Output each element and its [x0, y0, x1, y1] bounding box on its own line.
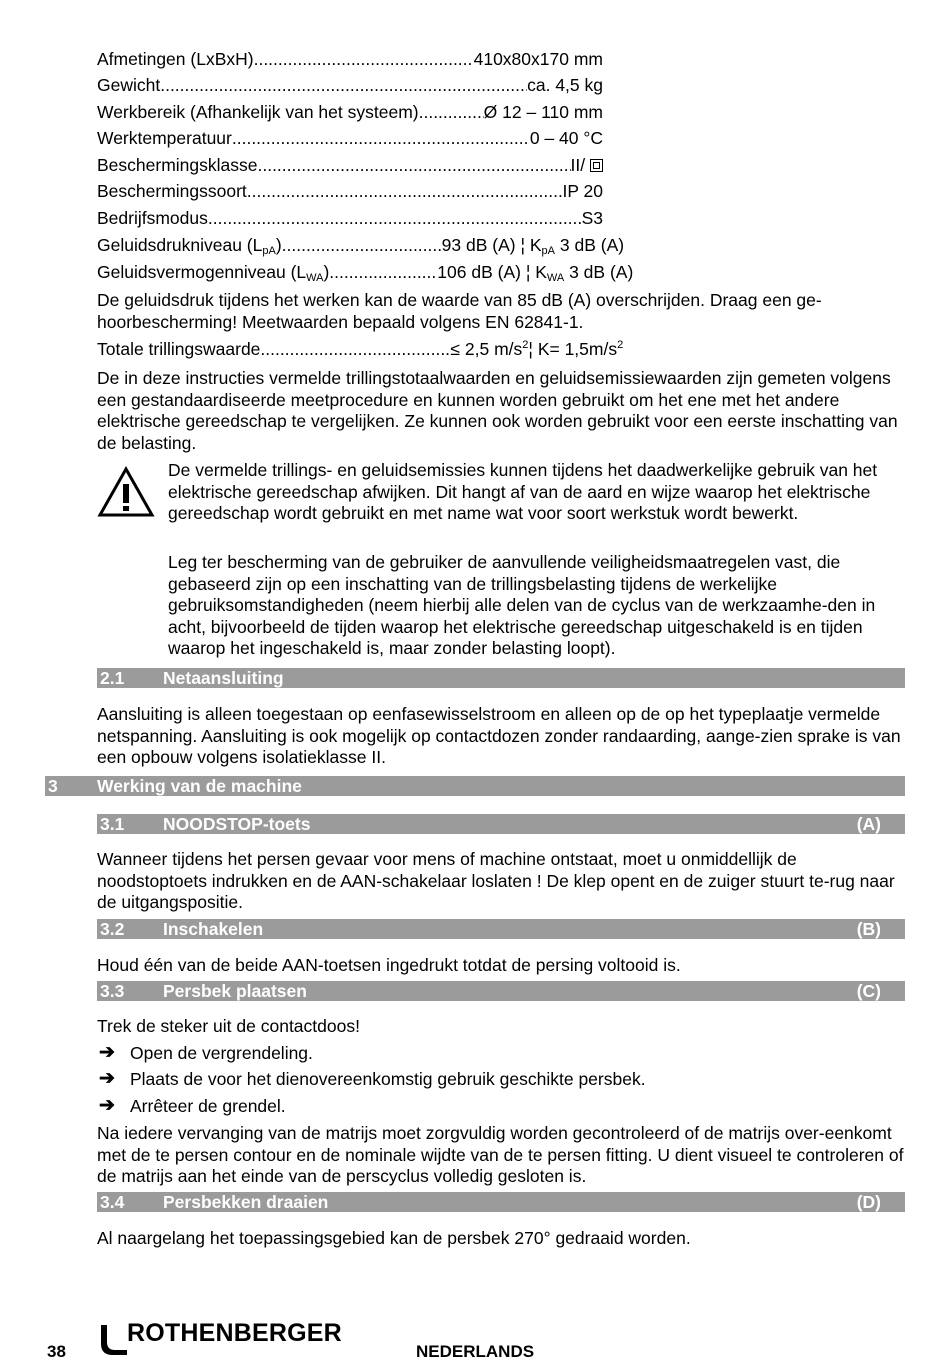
- brand-logo: ROTHENBERGER: [97, 1322, 347, 1356]
- spec-row: Bedrijfsmodus ..... S3: [97, 205, 603, 231]
- spec-row: Werkbereik (Afhankelijk van het systeem) ..... Ø 12 – 110 mm: [97, 99, 603, 125]
- warning-paragraph-1: De vermelde trillings- en geluidsemissies kunnen tijdens het daadwerkelijke gebruik van het elektrische gereedschap afwijken. Dit hangt af van de aard en wijze waarop het elektrische gereedschap wordt gebruikt en met name wat voor soort werkstuk wordt bewerkt.: [168, 460, 878, 523]
- spec-row: Beschermingsklasse ..... II/: [97, 152, 603, 178]
- section-heading-3: 3 Werking van de machine: [45, 776, 905, 796]
- language-label: NEDERLANDS: [416, 1342, 535, 1361]
- section-3-2-text: Houd één van de beide AAN-toetsen ingedrukt totdat de persing voltooid is.: [97, 955, 681, 975]
- section-heading-3-2: 3.2 Inschakelen (B): [97, 919, 905, 939]
- arrow-right-icon: ➔: [99, 1095, 115, 1116]
- list-item: ➔ Plaats de voor het dienovereenkomstig gebruik geschikte persbek.: [97, 1066, 905, 1092]
- spec-row: Afmetingen (LxBxH) ..... 410x80x170 mm: [97, 46, 603, 72]
- section-3-4-text: Al naargelang het toepassingsgebied kan de persbek 270° gedraaid worden.: [97, 1228, 691, 1248]
- arrow-right-icon: ➔: [99, 1042, 115, 1063]
- warning-paragraph-2: Leg ter bescherming van de gebruiker de aanvullende veiligheidsmaatregelen vast, die gebaseerd zijn op een inschatting van de trillingsbelasting tijdens de werkelijke gebruiksomstandigheden (neem hierbij alle delen van de cyclus van de werkzaamhe-den in acht, bijvoorbeeld de tijden waarop het elektrische gereedschap uitgeschakeld is en tijden waarop het ingeschakeld is, maar zonder belasting loopt).: [168, 552, 876, 658]
- spec-row: Gewicht ..... ca. 4,5 kg: [97, 72, 603, 98]
- list-item: ➔ Arrêteer de grendel.: [97, 1093, 905, 1119]
- spec-row: Werktemperatuur ..... 0 – 40 °C: [97, 125, 603, 151]
- section-3-1-text: Wanneer tijdens het persen gevaar voor mens of machine ontstaat, moet u onmiddellijk de noodstoptoets indrukken en de AAN-schakelaar loslaten ! De klep opent en de zuiger stuurt te-rug naar de uitgangspositie.: [97, 849, 895, 912]
- section-heading-3-1: 3.1 NOODSTOP-toets (A): [97, 814, 905, 834]
- protection-class-icon: [590, 159, 603, 172]
- section-3-3-text-2: Na iedere vervanging van de matrijs moet zorgvuldig worden gecontroleerd of de matrijs over-eenkomt met de te persen contour en de nominale wijdte van de te persen fitting. U dient visueel te controleren of de matrijs aan het einde van de perscyclus volledig gesloten is.: [97, 1123, 904, 1186]
- intro-paragraph: De in deze instructies vermelde trillingstotaalwaarden en geluidsemissiewaarden zijn gemeten volgens een gestandaardiseerde meetprocedure en kunnen worden gebruikt om het ene met het andere elektrische gereedschap te vergelijken. Ze kunnen ook worden gebruikt voor een eerste inschatting van de belasting.: [97, 368, 898, 453]
- arrow-right-icon: ➔: [99, 1068, 115, 1089]
- spec-row: Geluidsvermogenniveau $(L_{WA})$ ..... 106 dB (A) ¦ $K_{WA}$ 3 dB (A): [97, 259, 717, 285]
- page-number: 38: [47, 1342, 66, 1361]
- list-item: ➔ Open de vergrendeling.: [97, 1040, 905, 1066]
- section-2-1-text: Aansluiting is alleen toegestaan op eenfasewisselstroom en alleen op de op het typeplaatje vermelde netspanning. Aansluiting is ook mogelijk op contactdozen zonder randaarding, aange-zien sprake is van een opbouw volgens isolatieklasse II.: [97, 704, 901, 767]
- section-heading-3-4: 3.4 Persbekken draaien (D): [97, 1192, 905, 1212]
- section-3-3-text: Trek de steker uit de contactdoos!: [97, 1016, 360, 1036]
- warning-icon: [97, 466, 155, 518]
- noise-note: De geluidsdruk tijdens het werken kan de waarde van 85 dB (A) overschrijden. Draag een ge-hoorbescherming! Meetwaarden bepaald volgens EN 62841-1.: [97, 290, 822, 332]
- spec-row: Geluidsdrukniveau $(L_{pA})$ ..... 93 dB (A) ¦ $K_{pA}$ 3 dB (A): [97, 232, 717, 258]
- section-heading-3-3: 3.3 Persbek plaatsen (C): [97, 981, 905, 1001]
- spec-row: Beschermingssoort ..... IP 20: [97, 178, 603, 204]
- section-heading-2-1: 2.1 Netaansluiting: [97, 668, 905, 688]
- vibration-row: Totale trillingswaarde ..... ≤ 2,5 $m/s^2¦$ $K= 1,5m/s^2$: [97, 336, 697, 362]
